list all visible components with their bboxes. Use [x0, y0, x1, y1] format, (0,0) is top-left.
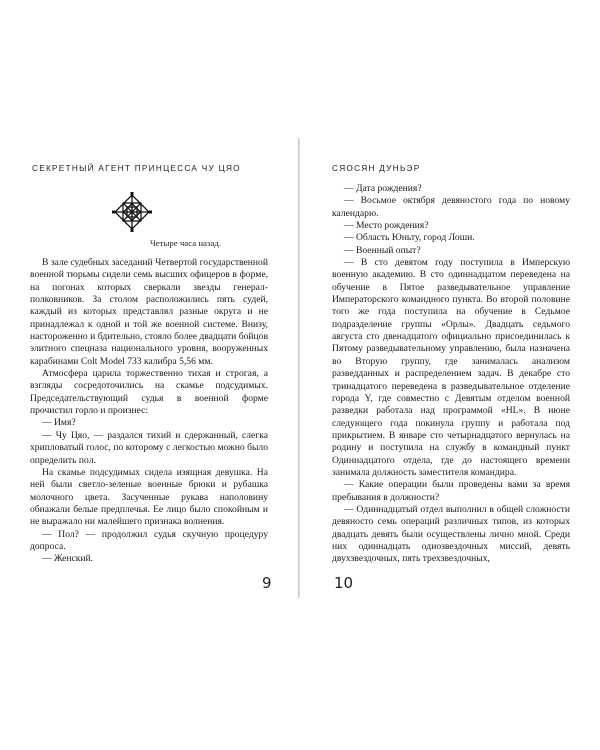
running-head-right: СЯОСЯН ДУНЬЭР — [332, 164, 421, 173]
paragraph: — Женский. — [42, 553, 94, 565]
left-body-text — [30, 257, 268, 566]
paragraph: — Восьмое октября девяностого года по новому календарю. — [332, 195, 570, 219]
paragraph: — Какие операции были проведены вами за время пребывания в должности? — [332, 479, 570, 503]
page-number-left: 9 — [262, 574, 272, 592]
paragraph: — Область Юньту, город Лоши. — [344, 232, 475, 244]
paragraph: — Одиннадцатый отдел выполнил в общей сложности девяносто семь операций различных типов, из которых двадцать девять были осуществлены лично мной. Среди них одиннадцать одиозвездочных миссий, девять двухзвездочных, пять трехзвездочных, — [332, 503, 570, 565]
paragraph: — В сто девятом году поступила в Имперскую военную академию. В сто одиннадцатом переведена на обучение в Пятое разведывательное управление Императорского командного пункта. Во второй половине того же года поступила на обучение в Седьмое подразделение группы «Орлы». Двадцать седьмого августа сто двенадцатого официально присоединилась к Пятому разведывательному управлению, была назначена во Вторую группу, где занималась анализом разведданных и распределением задач. В декабре сто тринадцатого переведена в разведывательное отделение города Y, где совместно с Девятым отделом военной разведки работала над программой «HL». В июне следующего года покинула группу и работала под прикрытием. В январе сто четырнадцатого вернулась на родину и поступила на службу в командный пункт Одиннадцатого отдела, где до настоящего времени занимала должность заместителя командира. — [332, 257, 570, 478]
paragraph: — Чу Цяо, — раздался тихий и сдержанный, слегка хрипловатый голос, по которому с легкостью можно было определить пол. — [30, 429, 268, 466]
paragraph: — Военный опыт? — [344, 244, 421, 256]
running-head-left: СЕКРЕТНЫЙ АГЕНТ ПРИНЦЕССА ЧУ ЦЯО — [32, 164, 241, 173]
ornament-svg — [112, 192, 152, 232]
paragraph: — Пол? — продолжил судья скучную процедуру допроса. — [30, 528, 268, 552]
book-gutter — [298, 138, 300, 598]
knot-ornament-icon — [112, 192, 152, 232]
paragraph: — Дата рождения? — [344, 183, 422, 194]
scene-caption: Четыре часа назад. — [150, 238, 221, 248]
paragraph: — Имя? — [42, 417, 76, 429]
paragraph: В зале судебных заседаний Четвертой государственной военной тюрьмы сидели семь высших офицеров в форме, на погонах которых сверкали звезды генерал-полковников. За столом расположились пять судей, каждый из которых представлял разные округа и не принадлежал к одной и той же военной системе. Внизу, настороженно и бдительно, стояло более двадцати бойцов элитного спецназа национального уровня, вооруженных карабинами Colt Model 733 калибра 5,56 мм. — [30, 257, 268, 367]
right-body-text — [332, 183, 570, 566]
paragraph: — Место рождения? — [344, 220, 429, 232]
paragraph: Атмосфера царила торжественно тихая и строгая, а взгляды сосредоточились на скамье подсудимых. Председательствующий судья в военной форме прочистил горло и произнес: — [30, 368, 268, 417]
page-number-right: 10 — [334, 574, 354, 592]
paragraph: На скамье подсудимых сидела изящная девушка. На ней были светло-зеленые военные брюки и рубашка молочного цвета. Засученные рукава наполовину обнажали белые предплечья. Ее лицо было спокойным и не выражало ни малейшего признака волнения. — [30, 466, 268, 528]
